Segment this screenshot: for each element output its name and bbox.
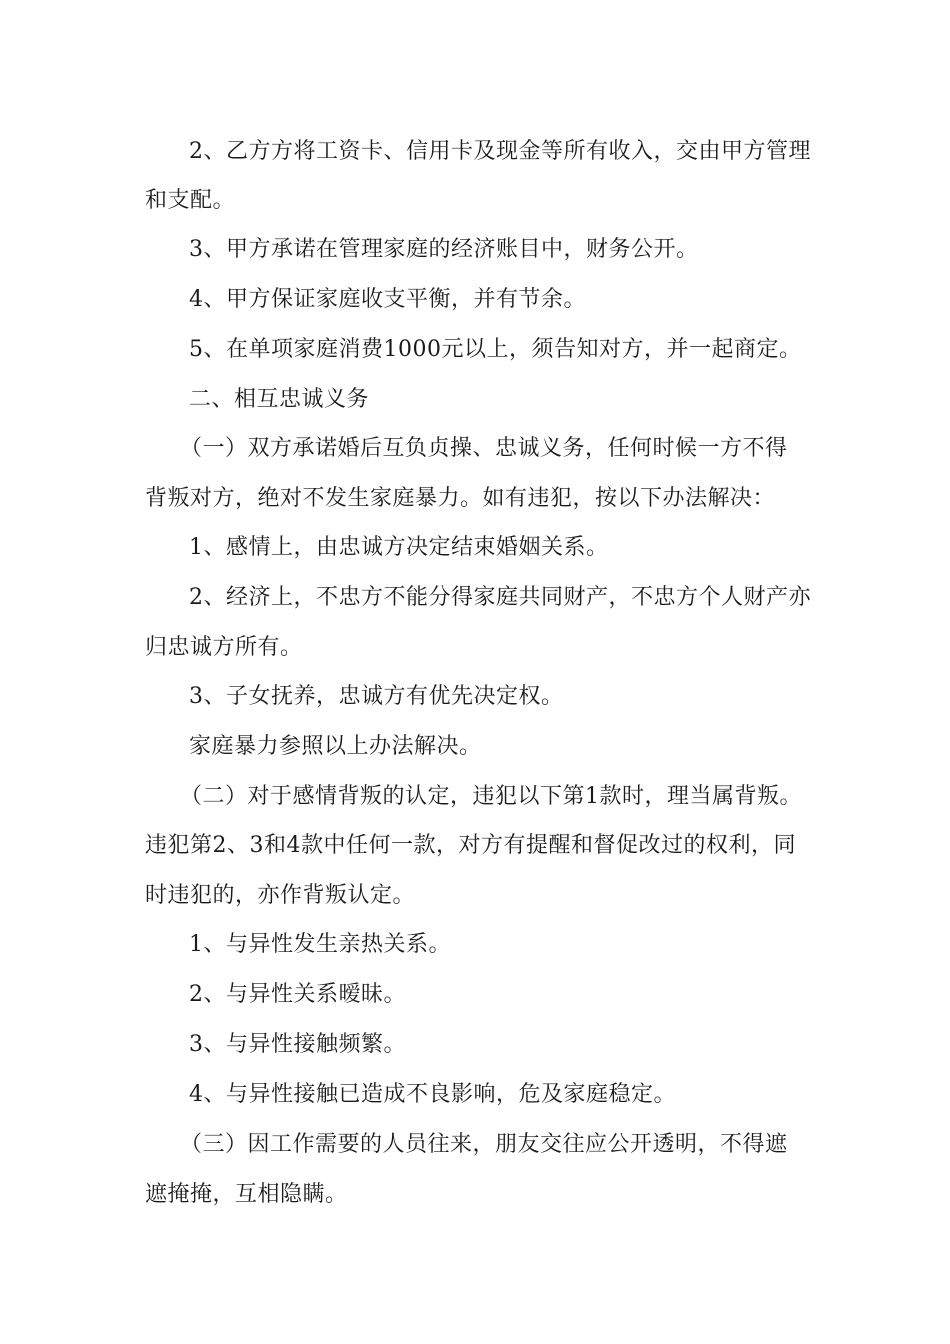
paragraph-line: 和支配。	[145, 188, 236, 213]
paragraph-line: 4、与异性接触已造成不良影响，危及家庭稳定。	[189, 1082, 676, 1107]
paragraph-line: 2、经济上，不忠方不能分得家庭共同财产，不忠方个人财产亦	[189, 585, 811, 610]
paragraph-line: 2、乙方方将工资卡、信用卡及现金等所有收入，交由甲方管理	[189, 139, 811, 164]
paragraph-line: 5、在单项家庭消费1000元以上，须告知对方，并一起商定。	[189, 337, 802, 362]
paragraph-line: 背叛对方，绝对不发生家庭暴力。如有违犯，按以下办法解决：	[145, 486, 776, 511]
paragraph-line: 2、与异性关系暧昧。	[189, 982, 406, 1007]
paragraph-line: 归忠诚方所有。	[145, 635, 303, 660]
paragraph-line: 遮掩掩，互相隐瞒。	[145, 1182, 348, 1207]
paragraph-line: （一）双方承诺婚后互负贞操、忠诚义务，任何时候一方不得	[180, 436, 788, 461]
paragraph-line: （三）因工作需要的人员往来，朋友交往应公开透明，不得遮	[180, 1132, 788, 1157]
paragraph-line: 1、感情上，由忠诚方决定结束婚姻关系。	[189, 535, 609, 560]
paragraph-line: 时违犯的，亦作背叛认定。	[145, 883, 416, 908]
paragraph-line: 家庭暴力参照以上办法解决。	[189, 734, 482, 759]
paragraph-line: 3、与异性接触频繁。	[189, 1032, 406, 1057]
paragraph-line: 违犯第2、3和4款中任何一款，对方有提醒和督促改过的权利，同	[145, 833, 796, 858]
paragraph-line: 4、甲方保证家庭收支平衡，并有节余。	[189, 287, 586, 312]
paragraph-line: 1、与异性发生亲热关系。	[189, 932, 451, 957]
section-heading: 二、相互忠诚义务	[189, 387, 370, 412]
paragraph-line: 3、甲方承诺在管理家庭的经济账目中，财务公开。	[189, 237, 699, 262]
paragraph-line: 3、子女抚养，忠诚方有优先决定权。	[189, 684, 564, 709]
paragraph-line: （二）对于感情背叛的认定，违犯以下第1款时，理当属背叛。	[180, 784, 802, 809]
